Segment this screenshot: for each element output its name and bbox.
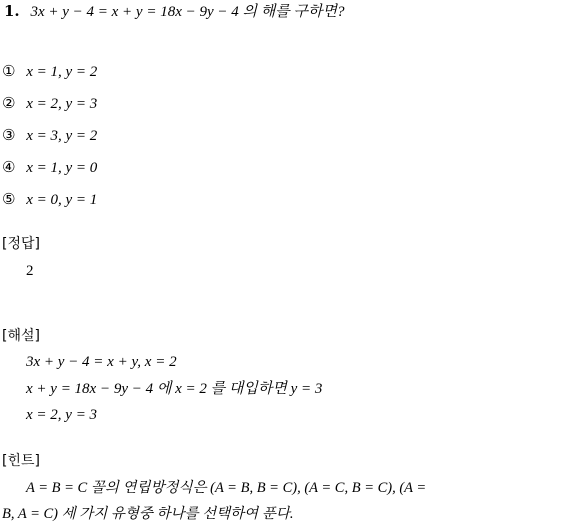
option-text: x = 3, y = 2 — [26, 128, 98, 144]
answer-value: 2 — [26, 263, 34, 279]
option-3[interactable] — [2, 126, 97, 145]
hint-line-1: A = B = C 꼴의 연립방정식은 (A = B, B = C), (A = C, B = C), (A = — [26, 480, 427, 496]
option-marker: ④ — [2, 158, 16, 176]
option-marker: ⑤ — [2, 190, 16, 208]
option-4[interactable] — [2, 158, 97, 177]
option-marker: ① — [2, 62, 16, 80]
question — [4, 2, 344, 21]
option-marker: ③ — [2, 126, 16, 144]
option-5[interactable] — [2, 190, 97, 209]
question-number: 1. — [4, 2, 20, 20]
explanation-line-1: 3x + y − 4 = x + y, x = 2 — [26, 354, 177, 370]
option-text: x = 2, y = 3 — [26, 96, 98, 112]
hint-label: [힌트] — [2, 453, 40, 469]
option-text: x = 1, y = 2 — [26, 64, 98, 80]
explanation-line-3: x = 2, y = 3 — [26, 407, 98, 423]
explanation-line-2: x + y = 18x − 9y − 4 에 x = 2 를 대입하면 y = 3 — [26, 381, 323, 397]
option-text: x = 0, y = 1 — [26, 192, 98, 208]
option-2[interactable] — [2, 94, 97, 113]
option-1[interactable] — [2, 62, 97, 81]
option-text: x = 1, y = 0 — [26, 160, 98, 176]
explanation-label: [해설] — [2, 328, 40, 344]
hint-line-2: B, A = C) 세 가지 유형중 하나를 선택하여 푼다. — [2, 506, 294, 522]
answer-label: [정답] — [2, 236, 40, 252]
question-text: 3x + y − 4 = x + y = 18x − 9y − 4 의 해를 구하면? — [30, 4, 345, 20]
option-marker: ② — [2, 94, 16, 112]
